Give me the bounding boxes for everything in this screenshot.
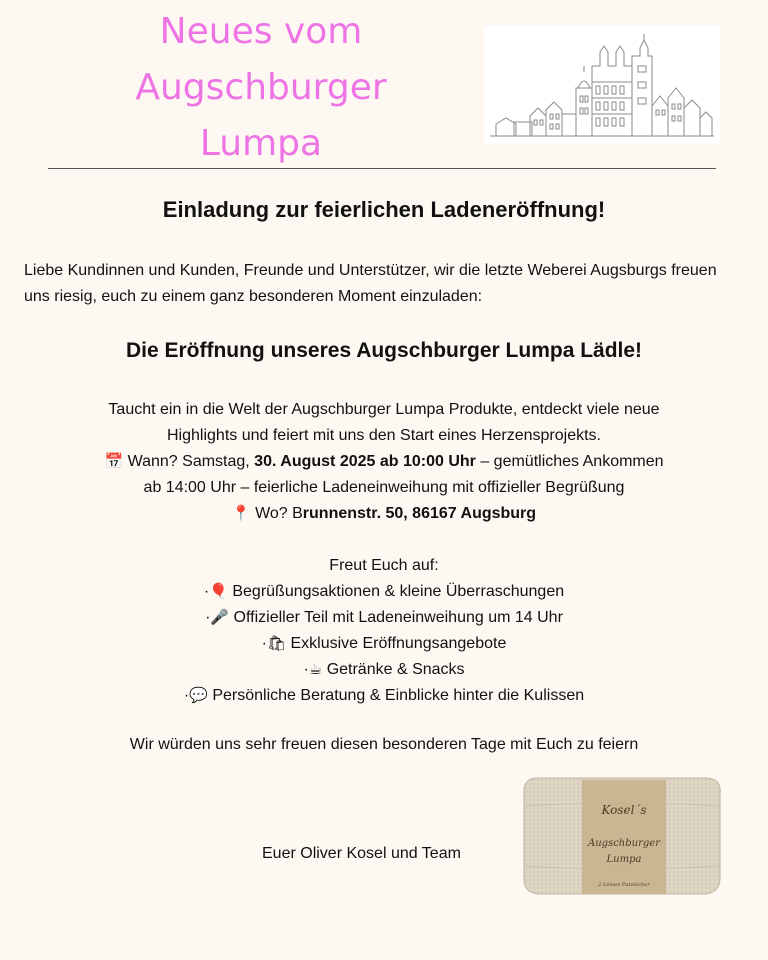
event-details [0, 397, 768, 527]
speech-bubble-icon: 💬 [189, 687, 208, 704]
masthead-line-2: Augschburger [135, 67, 387, 108]
when-label: Wann? Samstag, [127, 453, 255, 470]
microphone-icon: 🎤 [210, 609, 230, 626]
list-item-text: Begrüßungsaktionen & kleine Überraschungen [232, 583, 565, 600]
pin-icon: 📍 [231, 505, 251, 522]
list-item [0, 631, 768, 657]
shopping-bag-icon: 🛍 [266, 635, 287, 652]
calendar-icon: 📅 [104, 453, 124, 470]
bullet: · [203, 583, 210, 600]
product-small-text: 2 Leinen Putztücher [598, 882, 650, 888]
list-item [0, 657, 768, 683]
balloon-icon: 🎈 [209, 583, 228, 600]
bullet: · [303, 661, 309, 678]
invitation-headline: Einladung zur feierlichen Ladeneröffnung! [162, 197, 606, 222]
list-item-text: Getränke & Snacks [326, 661, 465, 678]
product-brand: Kosel´s [601, 803, 647, 817]
coffee-icon: ☕ [308, 661, 323, 678]
list-item [0, 579, 768, 605]
signoff: Euer Oliver Kosel und Team [262, 845, 461, 862]
list-item-text: Exklusive Eröffnungsangebote [290, 635, 507, 652]
event-date: 30. August 2025 ab 10:00 Uhr [254, 453, 476, 470]
masthead-line-3: Lumpa [199, 123, 323, 164]
bullet: · [183, 687, 190, 704]
masthead-title [128, 4, 394, 172]
closing-sentence: Wir würden uns sehr freuen diesen besonderen Tage mit Euch zu feiern [129, 736, 639, 753]
header-divider [48, 168, 716, 169]
teaser-line-1: Taucht ein in die Welt der Augschburger Lumpa Produkte, entdeckt viele neue [108, 401, 660, 418]
list-item-text: Persönliche Beratung & Einblicke hinter die Kulissen [212, 687, 585, 704]
bullet: · [261, 635, 267, 652]
event-address: runnenstr. 50, 86167 Augsburg [302, 505, 537, 522]
opening-subheadline: Die Eröffnung unseres Augschburger Lumpa Lädle! [125, 339, 643, 362]
city-skyline-illustration [484, 26, 720, 144]
highlights-title: Freut Euch auf: [329, 557, 439, 574]
where-label: Wo? B [255, 505, 303, 522]
teaser-line-2: Highlights und feiert mit uns den Start eines Herzensprojekts. [167, 427, 601, 444]
where-line [0, 501, 768, 527]
product-photo [518, 770, 726, 900]
bullet: · [205, 609, 211, 626]
product-name-line-2: Lumpa [606, 854, 642, 865]
list-item [0, 683, 768, 709]
when-line-2: ab 14:00 Uhr – feierliche Ladeneinweihung mit offizieller Begrüßung [143, 479, 625, 496]
intro-paragraph: Liebe Kundinnen und Kunden, Freunde und Unterstützer, wir die letzte Weberei Augsburgs freuen uns riesig, euch zu einem ganz besonderen Moment einzuladen: [24, 262, 717, 305]
when-rest: – gemütliches Ankommen [475, 453, 664, 470]
when-line [0, 449, 768, 475]
list-item [0, 605, 768, 631]
masthead-line-1: Neues vom [159, 11, 363, 52]
list-item-text: Offizieller Teil mit Ladeneinweihung um 14 Uhr [233, 609, 563, 626]
highlights-list [0, 553, 768, 709]
product-name-line-1: Augschburger [588, 838, 660, 849]
